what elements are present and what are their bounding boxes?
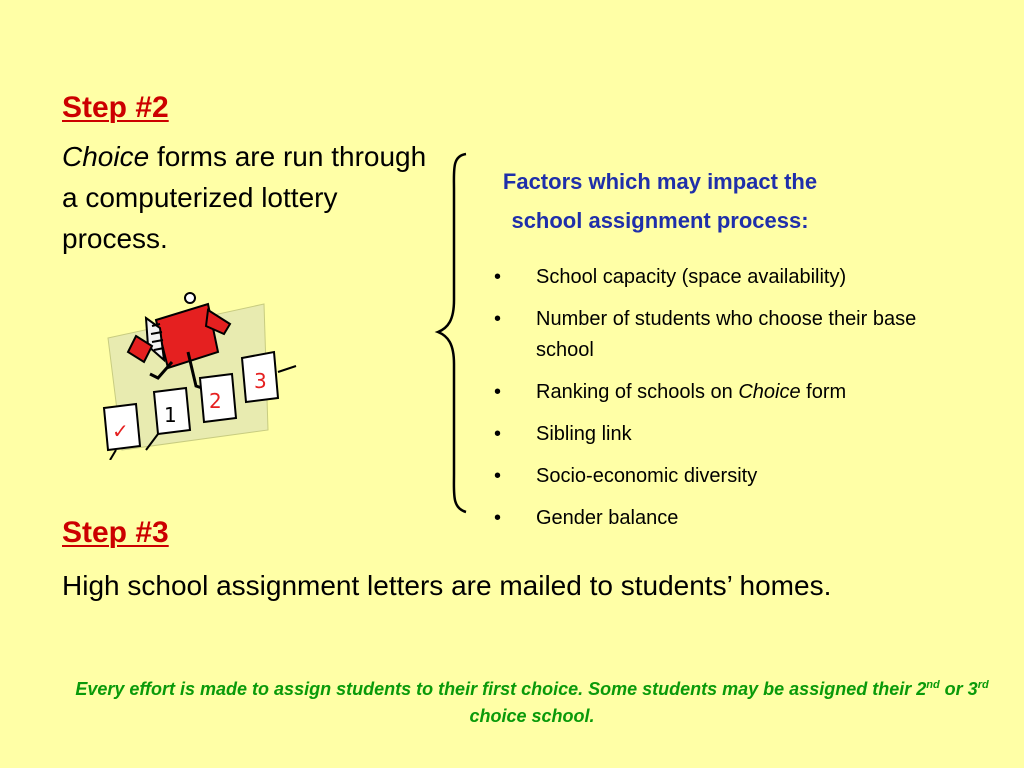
step3-description: High school assignment letters are mailed to students’ homes. (62, 570, 832, 601)
step2-description (62, 136, 442, 259)
factors-heading-line2: school assignment process: (511, 208, 809, 233)
list-item (494, 262, 994, 293)
list-item-choice-italic: Choice (738, 381, 801, 403)
list-item-text: School capacity (space availability) (536, 266, 847, 288)
list-item (494, 304, 994, 366)
calendar-lottery-clipart (96, 290, 306, 460)
factors-heading-line1: Factors which may impact the (502, 169, 818, 194)
bullet-icon: • (494, 308, 502, 330)
calendar-page-check (104, 404, 140, 460)
footer-sup-rd: rd (977, 679, 989, 691)
list-item (494, 461, 994, 492)
calendar-digit-2: 2 (209, 389, 222, 413)
step2-title: Step #2 (62, 91, 169, 124)
list-item-text: Sibling link (536, 423, 632, 445)
factors-list (494, 262, 994, 545)
footer-text-part2: or 3 (939, 679, 978, 699)
calendar-digit-3: 3 (254, 369, 267, 393)
curly-brace-divider (430, 150, 470, 516)
footer-text-part1: Every effort is made to assign students to their first choice. Some students may be assigned their 2 (75, 679, 927, 699)
footer-text-part3: choice school. (469, 706, 595, 726)
footer-note (60, 676, 1004, 730)
bullet-icon: • (494, 381, 502, 403)
bullet-icon: • (494, 507, 502, 529)
step3-title: Step #3 (62, 516, 169, 549)
list-item (494, 503, 994, 534)
list-item (494, 419, 994, 450)
step2-choice-italic: Choice (62, 141, 150, 172)
list-item-text: Gender balance (536, 507, 679, 529)
list-item-text: Socio-economic diversity (536, 465, 758, 487)
calendar-page-3 (242, 352, 296, 402)
factors-heading (490, 162, 830, 240)
calendar-page-2 (200, 374, 236, 422)
bullet-icon: • (494, 266, 502, 288)
list-item-text: Number of students who choose their base school (536, 308, 917, 361)
list-item (494, 377, 994, 408)
step2-text-rest: forms are run through a computerized lottery process. (62, 141, 427, 254)
bullet-icon: • (494, 423, 502, 445)
list-item-text (536, 381, 846, 403)
list-item-text-after: form (800, 381, 847, 403)
list-item-text-before: Ranking of schools on (536, 381, 739, 403)
footer-sup-nd: nd (926, 679, 940, 691)
check-icon: ✓ (112, 419, 129, 443)
bullet-icon: • (494, 465, 502, 487)
calendar-digit-1: 1 (164, 403, 177, 427)
